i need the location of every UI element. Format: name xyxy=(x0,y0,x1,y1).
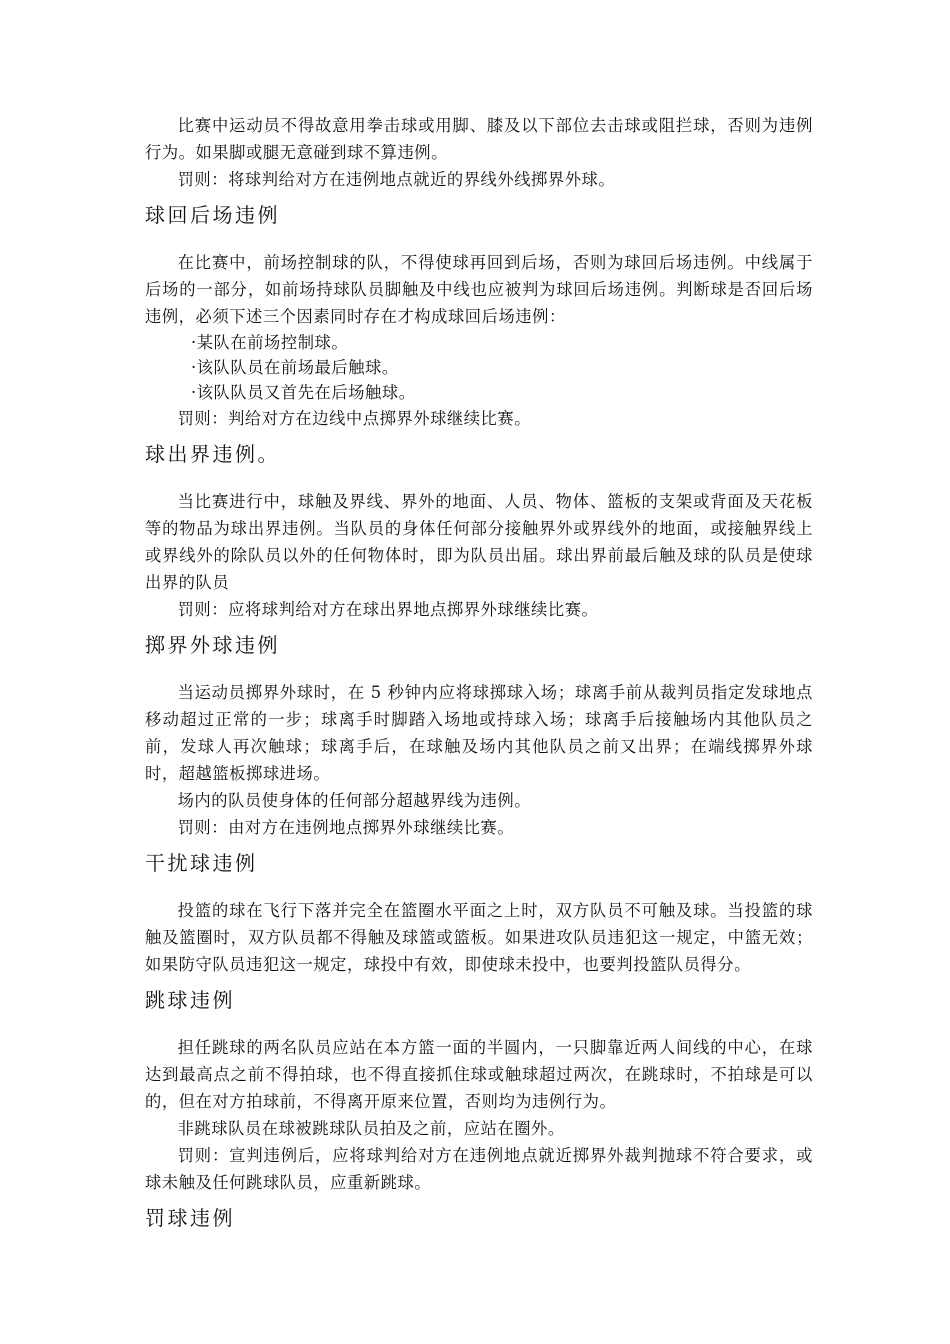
section-jump-ball-violation xyxy=(145,984,813,1196)
penalty-paragraph: 罚则：由对方在违例地点掷界外球继续比赛。 xyxy=(177,818,515,837)
bullet-item: ·某队在前场控制球。 xyxy=(191,333,349,352)
section-free-throw-violation xyxy=(145,1202,813,1234)
paragraph: 比赛中运动员不得故意用拳击球或用脚、膝及以下部位去击球或阻拦球，否则为违例行为。如果脚或腿无意碰到球不算违例。 xyxy=(145,116,813,162)
penalty-paragraph: 罚则：宣判违例后，应将球判给对方在违例地点就近掷界外裁判抛球不符合要求，或球未触及任何跳球队员，应重新跳球。 xyxy=(145,1146,813,1192)
section-heading: 跳球违例 xyxy=(145,988,235,1012)
paragraph: 当比赛进行中，球触及界线、界外的地面、人员、物体、篮板的支架或背面及天花板等的物品为球出界违例。当队员的身体任何部分接触界外或界线外的地面，或接触界线上或界线外的除队员以外的任何物体时，即为队员出届。球出界前最后触及球的队员是使球出界的队员 xyxy=(145,492,813,592)
bullet-item: ·该队队员又首先在后场触球。 xyxy=(191,383,416,402)
paragraph: 当运动员掷界外球时，在 5 秒钟内应将球掷球入场；球离手前从裁判员指定发球地点移动超过正常的一步；球离手时脚踏入场地或持球入场；球离手后接触场内其他队员之前，发球人再次触球；球离手后，在球触及场内其他队员之前又出界；在端线掷界外球时，超越篮板掷球进场。 xyxy=(145,683,813,783)
section-heading: 球回后场违例 xyxy=(145,203,280,227)
paragraph: 担任跳球的两名队员应站在本方篮一面的半圆内，一只脚靠近两人间线的中心，在球达到最高点之前不得拍球，也不得直接抓住球或触球超过两次，在跳球时，不拍球是可以的，但在对方拍球前，不得离开原来位置，否则均为违例行为。 xyxy=(145,1038,813,1111)
bullet-item: ·该队队员在前场最后触球。 xyxy=(191,358,399,377)
section-heading: 干扰球违例 xyxy=(145,851,258,875)
section-goaltending-violation xyxy=(145,847,813,978)
section-throw-in-violation xyxy=(145,629,813,841)
document-page xyxy=(145,112,813,1252)
section-heading: 球出界违例。 xyxy=(145,442,280,466)
section-out-of-bounds xyxy=(145,438,813,623)
section-heading: 掷界外球违例 xyxy=(145,633,280,657)
paragraph: 非跳球队员在球被跳球队员拍及之前，应站在圈外。 xyxy=(177,1119,565,1138)
penalty-paragraph: 罚则：将球判给对方在违例地点就近的界线外线掷界外球。 xyxy=(177,170,616,189)
section-heading: 罚球违例 xyxy=(145,1206,235,1230)
section-backcourt-violation xyxy=(145,199,813,432)
paragraph: 在比赛中，前场控制球的队，不得使球再回到后场，否则为球回后场违例。中线属于后场的一部分，如前场持球队员脚触及中线也应被判为球回后场违例。判断球是否回后场违例，必须下述三个因素同时存在才构成球回后场违例： xyxy=(145,253,813,326)
paragraph: 投篮的球在飞行下落并完全在篮圈水平面之上时，双方队员不可触及球。当投篮的球触及篮圈时，双方队员都不得触及球篮或篮板。如果进攻队员违犯这一规定，中篮无效；如果防守队员违犯这一规定，球投中有效，即使球未投中，也要判投篮队员得分。 xyxy=(145,901,813,974)
penalty-paragraph: 罚则：判给对方在边线中点掷界外球继续比赛。 xyxy=(177,409,532,428)
penalty-paragraph: 罚则：应将球判给对方在球出界地点掷界外球继续比赛。 xyxy=(177,600,599,619)
section-kicking-ball xyxy=(145,112,813,193)
paragraph: 场内的队员使身体的任何部分超越界线为违例。 xyxy=(177,791,532,810)
